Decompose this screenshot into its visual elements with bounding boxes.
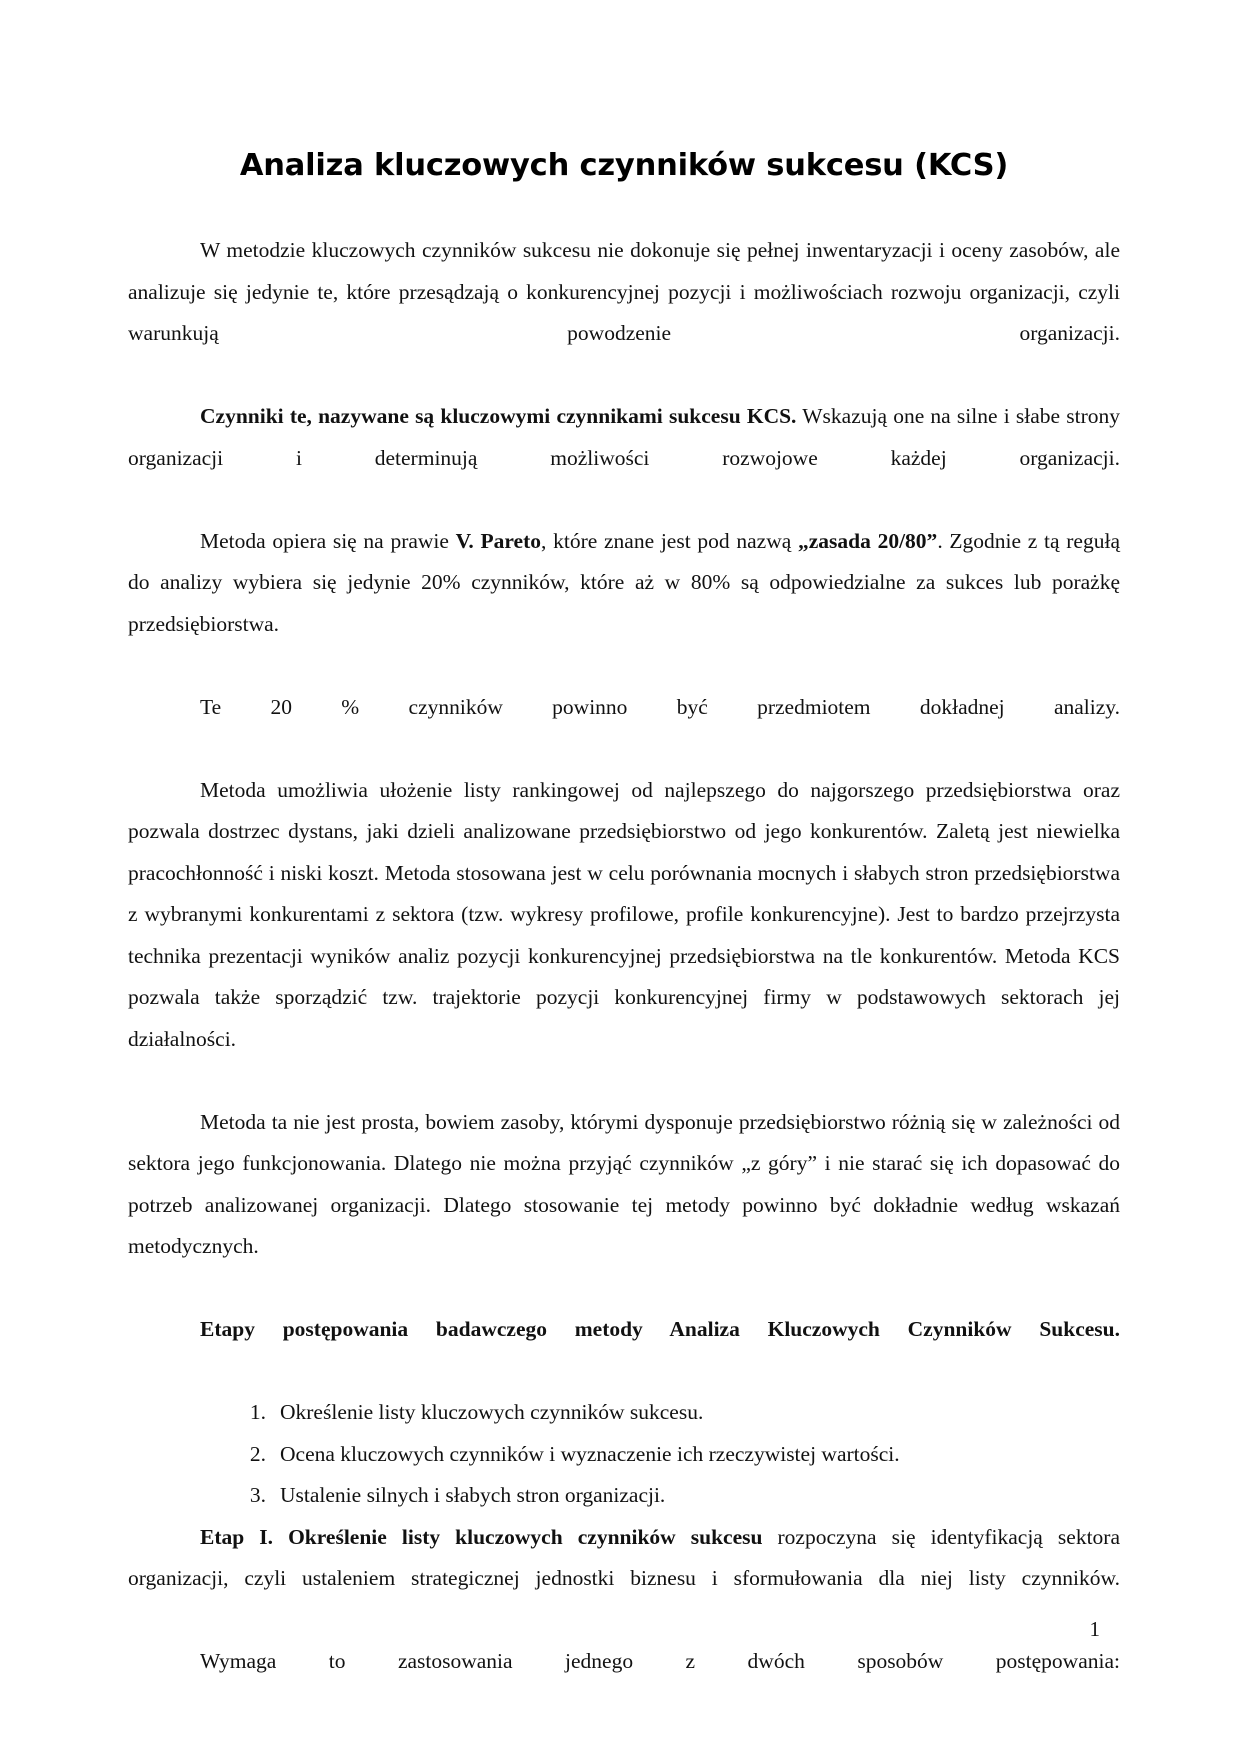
stage-one-bold: Etap I. Określenie listy kluczowych czynników sukcesu [200, 1524, 763, 1549]
paragraph-stage-one [128, 1517, 1120, 1642]
paragraph-ranking [128, 770, 1120, 1102]
page-number: 1 [1089, 1617, 1100, 1641]
paragraph-complexity [128, 1102, 1120, 1310]
paragraph-twenty-percent [128, 687, 1120, 770]
paragraph-intro [128, 230, 1120, 396]
paragraph-requires [128, 1641, 1120, 1724]
list-item: Ocena kluczowych czynników i wyznaczenie ich rzeczywistej wartości. [280, 1441, 900, 1466]
steps-list [128, 1392, 1120, 1517]
paragraph-stages-heading [128, 1309, 1120, 1392]
pareto-lead: Metoda opiera się na prawie [200, 528, 456, 553]
pareto-mid: , które znane jest pod nazwą [541, 528, 798, 553]
complexity-text: Metoda ta nie jest prosta, bowiem zasoby, którymi dysponuje przedsiębiorstwo różnią się w zależności od sektora jego funkcjonowania. Dlatego nie można przyjąć czynników „z góry” i nie starać się ich dopasować do potrzeb analizowanej organizacji. Dlatego stosowanie tej metody powinno być dokładnie według wskazań metodycznych. [128, 1109, 1120, 1258]
paragraph-intro-text: W metodzie kluczowych czynników sukcesu nie dokonuje się pełnej inwentaryzacji i oceny zasobów, ale analizuje się jedynie te, które przesądzają o konkurencyjnej pozycji i możliwościach rozwoju organizacji, czyli warunkują powodzenie organizacji. [128, 238, 1120, 345]
list-item: Ustalenie silnych i słabych stron organizacji. [280, 1483, 666, 1507]
document-body [128, 230, 1120, 1724]
pareto-tail: . Zgodnie z tą regułą do analizy wybiera się jedynie 20% czynników, które aż w 80% są odpowiedzialne za sukces lub porażkę przedsiębiorstwa. [128, 528, 1120, 636]
ranking-text: Metoda umożliwia ułożenie listy rankingowej od najlepszego do najgorszego przedsiębiorstwa oraz pozwala dostrzec dystans, jaki dzieli analizowane przedsiębiorstwo od jego konkurentów. Zaletą jest niewielka pracochłonność i niski koszt. Metoda stosowana jest w celu porównania mocnych i słabych stron przedsiębiorstwa z wybranymi konkurentami z sektora (tzw. wykresy profilowe, profile konkurencyjne). Jest to bardzo przejrzysta technika prezentacji wyników analiz pozycji konkurencyjnej przedsiębiorstwa na tle konkurentów. Metoda KCS pozwala także sporządzić tzw. trajektorie pozycji konkurencyjnej firmy w podstawowych sektorach jej działalności. [128, 777, 1120, 1051]
page-title: Analiza kluczowych czynników sukcesu (KCS) [239, 148, 1009, 183]
paragraph-pareto [128, 521, 1120, 687]
pareto-name: V. Pareto [455, 528, 541, 553]
definition-rest: Wskazują one na silne i słabe strony organizacji i determinują możliwości rozwojowe każdej organizacji. [128, 404, 1120, 470]
stage-one-rest: rozpoczyna się identyfikacją sektora organizacji, czyli ustaleniem strategicznej jednostki biznesu i sformułowania dla niej listy czynników. [128, 1524, 1120, 1590]
twenty-percent-text: Te 20 % czynników powinno być przedmiotem dokładnej analizy. [200, 694, 1120, 719]
definition-bold-lead: Czynniki te, nazywane są kluczowymi czynnikami sukcesu KCS. [200, 404, 797, 428]
pareto-rule-label: „zasada 20/80” [798, 528, 938, 553]
stages-heading-bold: Etapy postępowania badawczego metody Analiza Kluczowych Czynników Sukcesu. [200, 1317, 1120, 1341]
requires-text: Wymaga to zastosowania jednego z dwóch sposobów postępowania: [200, 1649, 1120, 1673]
paragraph-definition [128, 396, 1120, 521]
list-item: Określenie listy kluczowych czynników sukcesu. [280, 1400, 704, 1424]
